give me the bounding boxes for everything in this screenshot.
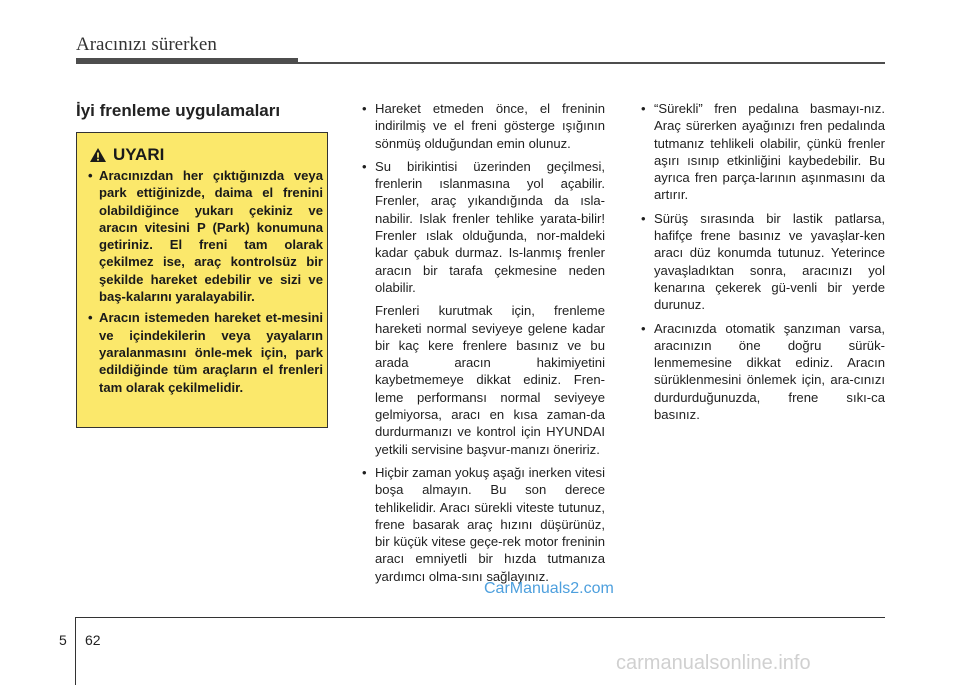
warning-box (76, 132, 328, 428)
header-rule-thin (298, 62, 885, 64)
list-item: • Aracınızda otomatik şanzıman varsa, aracınızın öne doğru sürük-lenmemesine dikkat ediniz. Aracın sürüklenmesini önlemek için, ara-cınızı durdurduğunuzda, frene sıkı-ca basınız. (632, 320, 885, 424)
paragraph-continuation: Frenleri kurutmak için, frenleme hareketi normal seviyeye gelene kadar bir kaç kere frenlere basınız ve bu arada aracın hakimiyetini kaybetmemeye dikkat ediniz. Fren-leme performansı normal seviyeye gelmiyorsa, aracı en kısa zaman-da durdurmanızı ve kontrol için HYUNDAI yetkili servisine başvur-manızı öneririz. (375, 303, 605, 457)
warning-header (89, 145, 164, 165)
warning-item: • Aracınızdan her çıktığınızda veya park ettiğinizde, daima el frenini olabildiğince yukarı çekiniz ve aracın vitesini P (Park) konumuna getiriniz. El freni tam olarak çekilmez ise, araç kontrolsüz bir şekilde hareket edebilir ve sizi ve baş-kalarını yaralayabilir. (85, 167, 323, 305)
list-item: • “Sürekli” fren pedalına basmayı-nız. Araç sürerken ayağınızı fren pedalında tutmanız tehlikeli olabilir, çünkü frenler aşırı ısınıp etkinliğini kaybedebilir. Bu ayrıca fren parça-larının aşınmasını da artırır. (632, 100, 885, 204)
footer-rule (75, 617, 885, 618)
watermark-overlay: CarManuals2.com (484, 580, 614, 597)
header-title: Aracınızı sürerken (76, 34, 217, 55)
list-item: • Su birikintisi üzerinden geçilmesi, frenlerin ıslanmasına yol açabilir. Frenler, araç yıkandığında da ısla-nabilir. Islak frenler tehlike yarata-bilir! Frenler ıslak olduğunda, nor-maldeki kadar çabuk durmaz. Is-lanmış frenler aracın bir tarafa çekmesine neden olabilir. (353, 158, 605, 296)
warning-title: UYARI (113, 145, 165, 164)
list-item: • Hiçbir zaman yokuş aşağı inerken vitesi boşa almayın. Bu son derece tehlikelidir. Aracı sürekli viteste tutunuz, frene basarak araç hızını düşürünüz, bir küçük vitese geçe-rek motor freninin aracı emniyetli bir hızda tutmanıza yardımcı olma-sını sağlayınız. (353, 464, 605, 585)
warning-triangle-icon (89, 147, 107, 163)
chapter-number: 5 (59, 632, 67, 648)
warning-item: • Aracın istemeden hareket et-mesini ve içindekilerin veya yayaların yaralanmasını önle-mek için, park edildiğinde tüm araçların el frenleri tam olarak çekilmelidir. (85, 309, 323, 395)
page-number: 62 (85, 632, 101, 648)
list-item: • Hareket etmeden önce, el freninin indirilmiş ve el freni gösterge ışığının sönmüş olduğundan emin olunuz. (353, 100, 605, 152)
footer-divider (75, 617, 76, 685)
column-right (632, 100, 885, 429)
warning-list (85, 167, 323, 400)
footer-watermark: carmanualsonline.info (616, 652, 811, 674)
column-middle (353, 100, 605, 591)
section-title: İyi frenleme uygulamaları (76, 101, 281, 120)
list-item: • Sürüş sırasında bir lastik patlarsa, hafifçe frene basınız ve yavaşlar-ken aracı düz konumda tutunuz. Yeterince yavaşladıktan sonra, aracınızı yol kenarına çekerek gü-venli bir yerde durunuz. (632, 210, 885, 314)
header-rule-thick (76, 58, 298, 64)
